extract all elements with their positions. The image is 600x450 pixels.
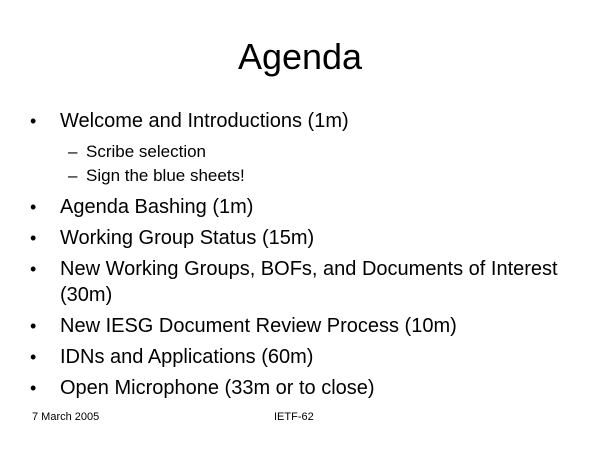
agenda-item-text: New IESG Document Review Process (10m) [60, 315, 457, 337]
footer-date: 7 March 2005 [32, 411, 100, 423]
agenda-subitem-scribe [60, 140, 578, 164]
agenda-item-text: Agenda Bashing (1m) [60, 196, 254, 218]
dash-icon: – [68, 142, 78, 161]
bullet-icon: • [30, 228, 37, 248]
bullet-icon: • [30, 259, 37, 279]
agenda-item-bashing [28, 194, 578, 220]
agenda-item-text: Welcome and Introductions (1m) [60, 110, 349, 132]
agenda-list [28, 108, 578, 406]
bullet-icon: • [30, 347, 37, 367]
agenda-item-new-wgs [28, 256, 578, 308]
agenda-subitem-text: Scribe selection [86, 142, 207, 161]
agenda-item-text: Open Microphone (33m or to close) [60, 377, 375, 399]
bullet-icon: • [30, 111, 37, 131]
agenda-sublist [60, 140, 578, 188]
agenda-item-text: Working Group Status (15m) [60, 227, 315, 249]
slide-title: Agenda [237, 36, 363, 77]
agenda-subitem-blue-sheets [60, 164, 578, 188]
bullet-icon: • [30, 316, 37, 336]
agenda-item-open-mic [28, 375, 578, 401]
agenda-item-welcome [28, 108, 578, 188]
agenda-item-text: New Working Groups, BOFs, and Documents of Interest (30m) [60, 258, 558, 306]
footer-event: IETF-62 [274, 411, 314, 423]
agenda-subitem-text: Sign the blue sheets! [86, 166, 245, 185]
bullet-icon: • [30, 197, 37, 217]
bullet-icon: • [30, 378, 37, 398]
agenda-item-idns [28, 344, 578, 370]
agenda-item-text: IDNs and Applications (60m) [60, 346, 314, 368]
agenda-item-iesg-review [28, 313, 578, 339]
agenda-item-wg-status [28, 225, 578, 251]
dash-icon: – [68, 166, 78, 185]
